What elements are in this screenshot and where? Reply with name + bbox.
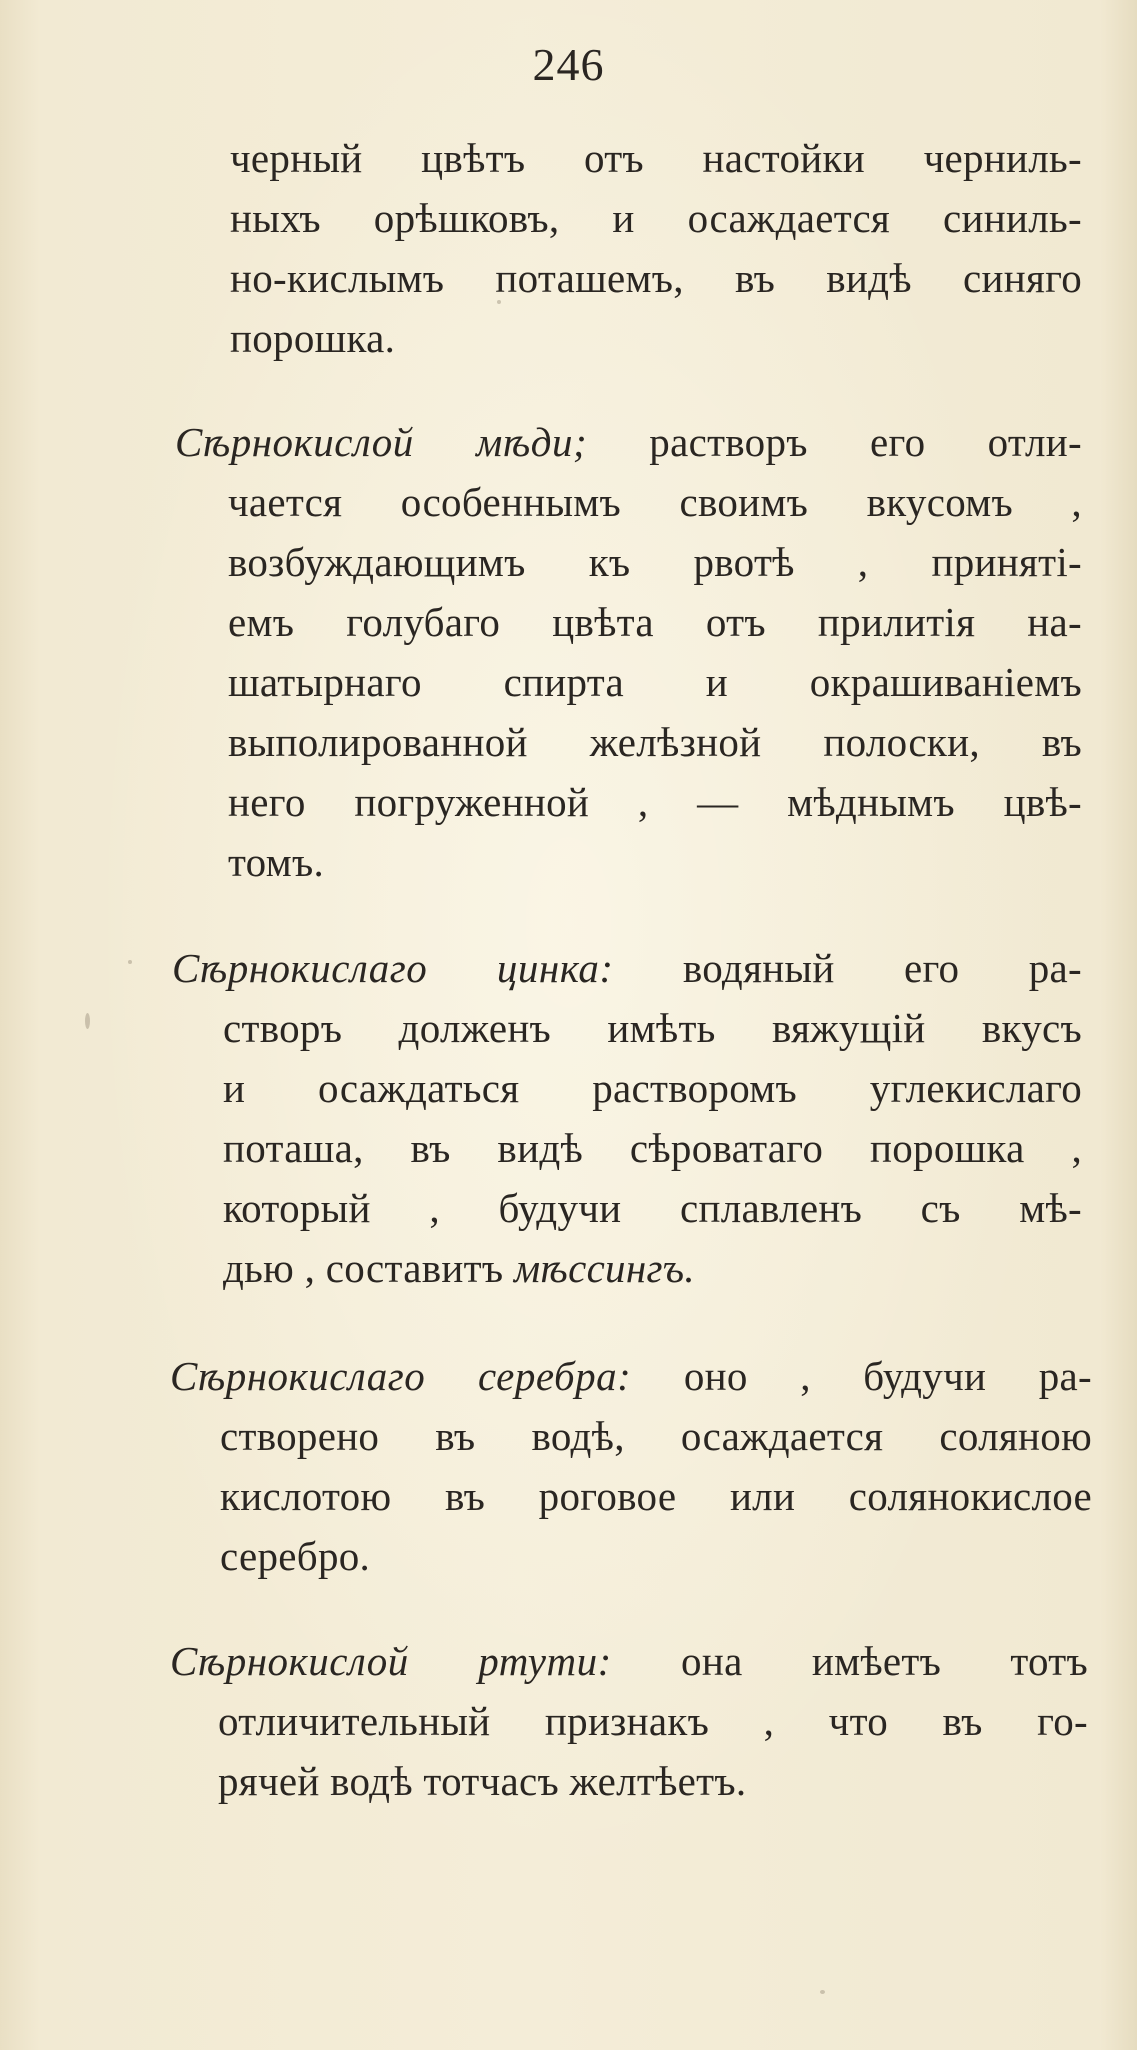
text-line: емъ голубаго цвѣта отъ прилитiя на-: [228, 599, 1082, 645]
text-line: кислотою въ роговое или солянокислое: [220, 1473, 1092, 1519]
text-line: выполированной желѣзной полоски, въ: [228, 719, 1082, 765]
italic-term: мѣссингъ.: [513, 1245, 695, 1291]
text-line: и осаждаться растворомъ углекислаго: [223, 1065, 1082, 1111]
text-line: отличительный признакъ , что въ го-: [218, 1698, 1088, 1744]
text-line: чается особеннымъ своимъ вкусомъ ,: [228, 479, 1082, 525]
text-fragment: дью , составитъ: [223, 1245, 514, 1291]
paper-speck: [128, 960, 132, 964]
paper-speck: [497, 300, 501, 304]
text-line: [0, 1238, 1082, 1298]
paragraph-heading: Сѣрнокислаго серебра:: [170, 1353, 632, 1399]
text-line: возбуждающимъ къ рвотѣ , принятi-: [228, 539, 1082, 585]
text-fragment: она имѣетъ тотъ: [611, 1638, 1088, 1684]
text-line: серебро.: [220, 1533, 371, 1579]
text-fragment: растворъ его отли-: [587, 419, 1082, 465]
paper-speck: [820, 1990, 825, 1994]
text-line: который , будучи сплавленъ съ мѣ-: [223, 1185, 1082, 1231]
text-line: шатырнаго спирта и окрашиванiемъ: [228, 659, 1082, 705]
page-number: 246: [532, 39, 605, 90]
text-fragment: оно , будучи ра-: [631, 1353, 1092, 1399]
text-fragment: водяный его ра-: [613, 945, 1082, 991]
text-line: него погруженной , — мѣднымъ цвѣ-: [228, 779, 1082, 825]
text-line: томъ.: [228, 839, 324, 885]
text-line: ныхъ орѣшковъ, и осаждается синиль-: [230, 195, 1082, 241]
text-line: [0, 1631, 1088, 1691]
text-line: створъ долженъ имѣть вяжущiй вкусъ: [223, 1005, 1082, 1051]
paragraph-continuation: [0, 128, 1137, 368]
text-line: порошка.: [230, 315, 396, 361]
text-line: поташа, въ видѣ сѣроватаго порошка ,: [223, 1125, 1082, 1171]
paragraph-heading: Сѣрнокислой ртути:: [170, 1638, 612, 1684]
paragraph-copper-sulfate: [0, 412, 1137, 892]
paragraph-zinc-sulfate: [0, 938, 1137, 1298]
text-line: черный цвѣтъ отъ настойки черниль-: [230, 135, 1082, 181]
text-line: [0, 1346, 1092, 1406]
paragraph-heading: Сѣрнокислаго цинка:: [172, 945, 614, 991]
text-line: створено въ водѣ, осаждается соляною: [220, 1413, 1092, 1459]
paragraph-mercury-sulfate: [0, 1631, 1137, 1811]
text-line: рячей водѣ тотчасъ желтѣетъ.: [218, 1758, 747, 1804]
text-line: но-кислымъ поташемъ, въ видѣ синяго: [230, 255, 1082, 301]
text-line: [0, 938, 1082, 998]
paper-speck: [85, 1013, 90, 1029]
text-line: [0, 412, 1082, 472]
paragraph-heading: Сѣрнокислой мѣди;: [175, 419, 588, 465]
paragraph-silver-sulfate: [0, 1346, 1137, 1586]
